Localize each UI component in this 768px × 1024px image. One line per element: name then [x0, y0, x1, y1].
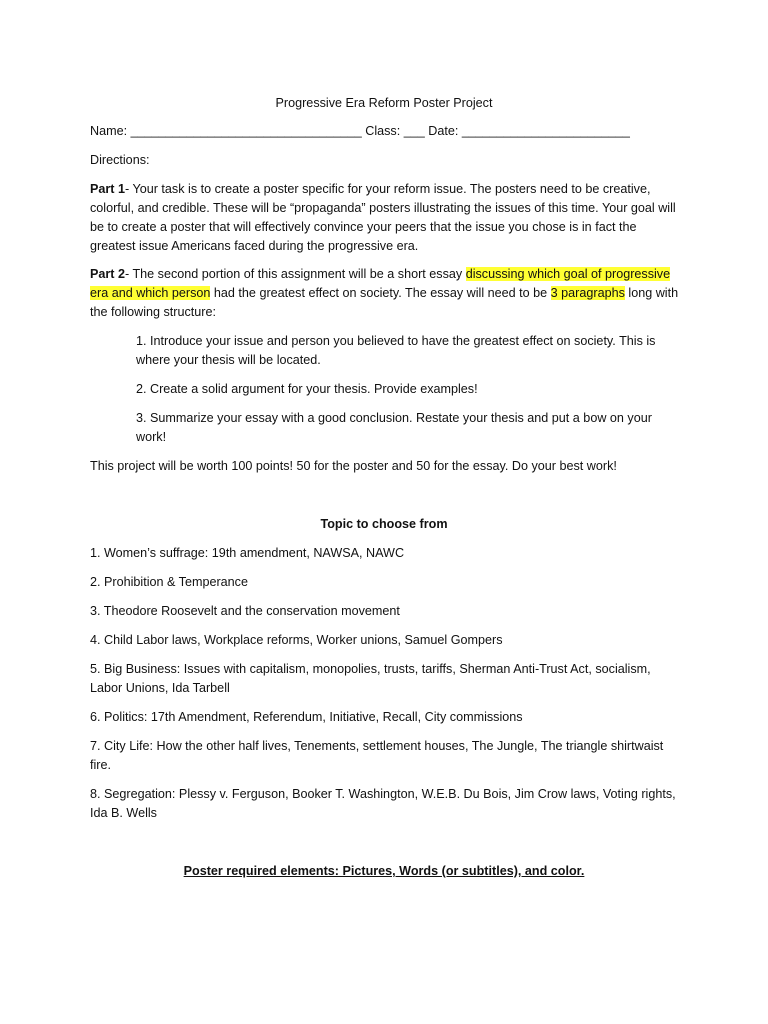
topic-item-7: 7. City Life: How the other half lives, Tenements, settlement houses, The Jungle, The triangle shirtwaist fire. [90, 739, 664, 772]
poster-requirements: Poster required elements: Pictures, Words (or subtitles), and color. [183, 864, 585, 878]
part2-paragraph [90, 265, 680, 322]
points-statement: This project will be worth 100 points! 50 for the poster and 50 for the essay. Do your best work! [90, 459, 617, 473]
part1-paragraph [90, 180, 680, 256]
topic-item-5: 5. Big Business: Issues with capitalism, monopolies, trusts, tariffs, Sherman Anti-Trust Act, socialism, Labor Unions, Ida Tarbell [90, 662, 651, 695]
part1-text: - Your task is to create a poster specific for your reform issue. The posters need to be creative, colorful, and credible. These will be “propaganda” posters illustrating the issues of this time. Your goal will be to create a poster that will effectively convince your peers that the issue you chose is in fact the greatest issue Americans faced during the progressive era. [90, 182, 676, 253]
structure-item-1: 1. Introduce your issue and person you believed to have the greatest effect on society. This is where your thesis will be located. [136, 334, 656, 367]
document-title: Progressive Era Reform Poster Project [275, 96, 493, 110]
structure-item-2: 2. Create a solid argument for your thesis. Provide examples! [136, 382, 478, 396]
topic-item-2: 2. Prohibition & Temperance [90, 575, 248, 589]
highlight-paragraphs: 3 paragraphs [550, 286, 625, 300]
topic-item-4: 4. Child Labor laws, Workplace reforms, Worker unions, Samuel Gompers [90, 633, 503, 647]
directions-label: Directions: [90, 153, 150, 167]
topics-heading: Topic to choose from [320, 517, 448, 531]
topic-item-1: 1. Women’s suffrage: 19th amendment, NAWSA, NAWC [90, 546, 405, 560]
part2-label: Part 2 [90, 267, 126, 281]
topic-item-6: 6. Politics: 17th Amendment, Referendum, Initiative, Recall, City commissions [90, 710, 523, 724]
part2-text-b: had the greatest effect on society. The essay will need to be [210, 286, 551, 300]
part2-text-c: long with the following structure: [90, 286, 679, 319]
part1-label: Part 1 [90, 182, 126, 196]
topic-item-8: 8. Segregation: Plessy v. Ferguson, Booker T. Washington, W.E.B. Du Bois, Jim Crow laws, Voting rights, Ida B. Wells [90, 787, 676, 820]
highlight-goal-person: discussing which goal of progressive era and which person [90, 267, 671, 300]
structure-item-3: 3. Summarize your essay with a good conclusion. Restate your thesis and put a bow on your work! [136, 411, 652, 444]
name-class-date-line: Name: _________________________________ Class: ___ Date: ________________________ [90, 124, 630, 138]
part2-text-a: - The second portion of this assignment will be a short essay [125, 267, 466, 281]
topic-item-3: 3. Theodore Roosevelt and the conservation movement [90, 604, 400, 618]
